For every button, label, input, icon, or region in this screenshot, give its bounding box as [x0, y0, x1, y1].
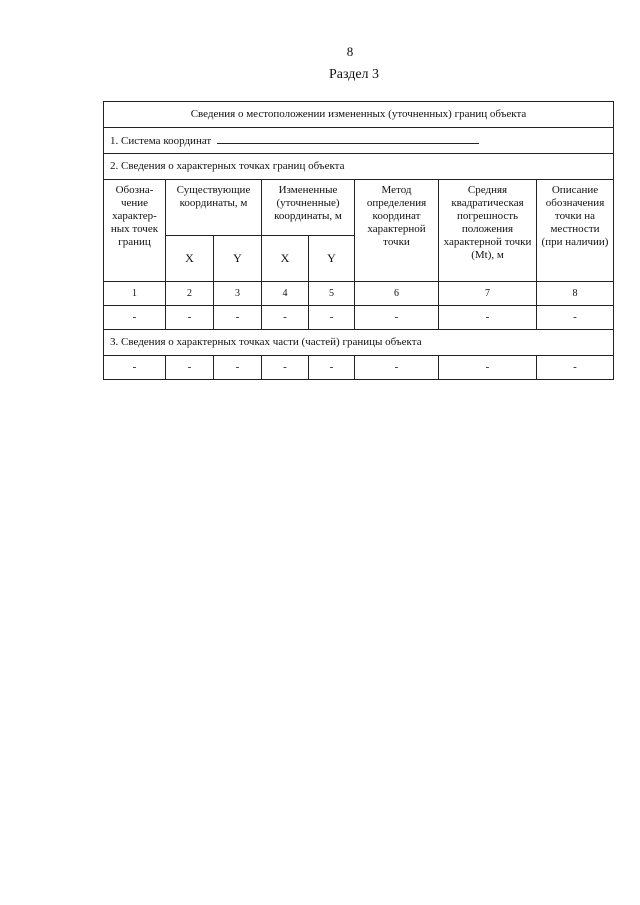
header-row [104, 180, 614, 236]
column-number: 2 [166, 282, 214, 306]
header-existing-x: X [166, 236, 214, 282]
table-cell: - [355, 306, 439, 330]
table-cell: - [439, 356, 537, 380]
header-changed-y: Y [309, 236, 355, 282]
page-number: 8 [346, 44, 354, 59]
table-cell: - [214, 356, 262, 380]
column-number: 5 [309, 282, 355, 306]
table-cell: - [537, 306, 614, 330]
column-number: 6 [355, 282, 439, 306]
header-description: Описание обозначения точки на местности (при наличии) [537, 180, 614, 282]
column-number: 1 [104, 282, 166, 306]
table-cell: - [104, 356, 166, 380]
column-number: 4 [262, 282, 309, 306]
column-number: 3 [214, 282, 262, 306]
header-existing-coordinates: Существующие координаты, м [166, 180, 262, 236]
table-cell: - [355, 356, 439, 380]
coordinate-system-label: 1. Система координат [110, 134, 212, 147]
boundary-points-table [103, 101, 614, 380]
section-title: Раздел 3 [328, 67, 380, 82]
boundary-points-section-label: 2. Сведения о характерных точках границ объекта [104, 154, 614, 180]
table-cell: - [262, 306, 309, 330]
table-cell: - [537, 356, 614, 380]
header-designation: Обозна-чение характер-ных точек границ [104, 180, 166, 282]
column-number: 7 [439, 282, 537, 306]
table-cell: - [166, 306, 214, 330]
table-cell: - [309, 306, 355, 330]
column-number: 8 [537, 282, 614, 306]
table-cell: - [309, 356, 355, 380]
boundary-points-section-row [104, 154, 614, 180]
header-existing-y: Y [214, 236, 262, 282]
column-number-row [104, 282, 614, 306]
table-title-row [104, 102, 614, 128]
header-changed-x: X [262, 236, 309, 282]
coordinate-system-value [217, 134, 479, 144]
table-cell: - [104, 306, 166, 330]
table-cell: - [214, 306, 262, 330]
header-mean-square-error: Средняя квадратическая погрешность положения характерной точки (Mt), м [439, 180, 537, 282]
header-changed-coordinates: Измененные (уточненные) координаты, м [262, 180, 355, 236]
part-boundary-section-row [104, 330, 614, 356]
table-row [104, 306, 614, 330]
header-method: Метод определения координат характерной точки [355, 180, 439, 282]
table-cell: - [166, 356, 214, 380]
table-row [104, 356, 614, 380]
table-cell: - [439, 306, 537, 330]
table-cell: - [262, 356, 309, 380]
coordinate-system-row [104, 128, 614, 154]
table-title: Сведения о местоположении измененных (уточненных) границ объекта [104, 102, 614, 128]
part-boundary-section-label: 3. Сведения о характерных точках части (частей) границы объекта [104, 330, 614, 356]
